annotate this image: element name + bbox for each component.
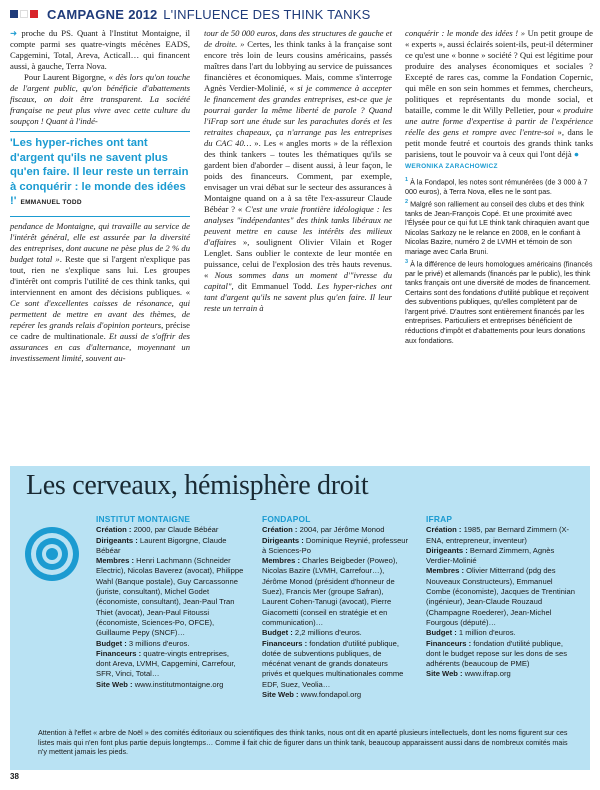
field-financeurs: Financeurs : quatre-vingts entreprises, dont Areva, LVMH, Capgemini, Carrefour, SFR, Vinci, Total… <box>96 648 236 679</box>
box-note: Attention à l'effet « arbre de Noël » des comités éditoriaux ou scientifiques des think tanks, nous ont dit en aparté plusieurs intellectuels, dont les noms figurent sur ces listes mais qui n'en font plus partie depuis longtemps… Comme il fait chic de figurer dans un think tank, beaucoup apparaissent aussi dans de nombreux comités mais n'y mettent jamais les pieds. <box>38 728 568 757</box>
article-column-1 <box>10 28 190 364</box>
field-dirigeants: Dirigeants : Dominique Reynié, professeur à Sciences-Po <box>262 535 409 555</box>
website-link[interactable]: www.institutmontaigne.org <box>134 679 224 689</box>
page-number: 38 <box>10 772 19 781</box>
field-dirigeants: Dirigeants : Laurent Bigorgne, Claude Bébéar <box>96 535 227 555</box>
article-column-3 <box>405 28 593 346</box>
think-tank-ifrap <box>426 514 578 680</box>
pull-quote <box>10 131 190 217</box>
header-year: 2012 <box>128 6 158 22</box>
col3-paragraph: conquérir : le monde des idées ! » Un petit groupe de « experts », aussi éclairés soient-ils, peut-il déterminer ce qu'est une « bonne » société ? Qui est légitime pour produire des analyses économiques et sociales ? Excepté de rares cas, comme la Fondation Copernic, qui mêle en son sein hommes et femmes, chercheurs, politiques et représentants du monde social, et bataille, comme le dit Willy Pelletier, pour « produire une autre forme d'expertise à partir de l'expérience réelle des gens et rompre avec l'entre-soi », dans le petit monde feutré et courtois des grands think tanks parisiens, tout le pouvoir va à ceux qui l'ont déjà ● <box>405 28 593 159</box>
field-site: Site Web : www.institutmontaigne.org <box>96 679 224 689</box>
footnote: $^2$ Malgré son ralliement au conseil des clubs et des think tanks de Jean-François Copé. Et une proximité avec l'Élysée pour ce qui fut LE think tank chiraquien avant que Nicolas Sarkozy ne le relance en 2008, en le confiant à Nicolas Bazire, numéro 2 de LVMH et témoin de son mariage avec Carla Bruni. <box>405 198 590 256</box>
col1-paragraph-1: ➜ proche du PS. Quant à l'Institut Montaigne, il compte parmi ses quatre-vingts mécènes EADS, Capgemini, Total, Areva, Acticall… qui financent aussi, à gauche, Terra Nova. <box>10 28 191 71</box>
think-tank-name: IFRAP <box>426 514 453 524</box>
field-creation: Création : 2004, par Jérôme Monod <box>262 525 385 535</box>
flag-red <box>30 10 38 18</box>
field-membres: Membres : Olivier Mitterrand (pdg des Nouveaux Constructeurs), Emmanuel Combe (économiste), Jacques de Trentinian (ingénieur), Jean-Claude Rouzaud (Champagne Roederer), Jean-Michel Fourgous (député)… <box>426 566 575 627</box>
think-tanks-box <box>10 466 590 770</box>
field-site: Site Web : www.fondapol.org <box>262 690 362 700</box>
flag-white <box>20 10 28 18</box>
think-tank-name: FONDAPOL <box>262 514 311 524</box>
end-mark-icon: ● <box>573 149 580 159</box>
pull-quote-author: EMMANUEL TODD <box>20 199 82 206</box>
concentric-circles-icon <box>24 526 80 582</box>
field-creation: Création : 1985, par Bernard Zimmern (X-ENA, entrepreneur, inventeur) <box>426 525 570 545</box>
footnotes <box>405 176 593 345</box>
think-tank-name: INSTITUT MONTAIGNE <box>96 514 191 524</box>
col2-paragraph: tour de 50 000 euros, dans des structures de gauche et de droite. » Certes, les think tanks à la française sont encore très loin de leurs cousins américains, passés maîtres dans l'art du lobbying au service de puissances financières et économiques. Mais, comme s'interroge Agnès Verdier-Molinié, « si je commence à accepter le financement des grandes entreprises, est-ce que je pourrai garder la même liberté de parole ? Quand l'iFrap sort une étude sur les parachutes dorés et les retraites chapeaux, ça n'arrange pas les entreprises du CAC 40… ». Les « angles morts » de la réflexion des think tankers – toutes les thématiques qu'ils se gardent bien d'aborder – disent aussi, à leur façon, le poids des financeurs. Comment, par exemple, envisager un vrai débat sur le secteur des assurances à Montaigne quand on a à sa tête l'ex-assureur Claude Bébéar ? « C'est une vraie frontière idéologique : les analyses "indépendantes" des think tanks libéraux ne peuvent mettre en cause les intérêts des milieux d'affaires », soulignent Olivier Vilain et Roger Lenglet. Sans oublier le contexte de leur montée en puissance, celui de l'explosion des très hauts revenus. « Nous sommes dans un moment d'"ivresse du capital", dit Emmanuel Todd. Les hyper-riches ont tant d'argent qu'ils ne savent plus qu'en faire. Il leur reste un terrain à <box>204 28 392 313</box>
field-creation: Création : 2000, par Claude Bébéar <box>96 525 219 535</box>
field-dirigeants: Dirigeants : Bernard Zimmern, Agnès Verdier-Molinié <box>426 545 555 566</box>
col1-paragraph-2: Pour Laurent Bigorgne, « dès lors qu'on touche de l'argent public, qu'on bénéficie d'abattements fiscaux, on doit être transparent. La société française ne peut plus vivre avec cette culture du soupçon ! Quant à l'indé- <box>10 72 190 126</box>
continuation-arrow-icon: ➜ <box>10 28 22 38</box>
pull-quote-text: 'Les hyper-riches ont tant d'argent qu'ils ne savent plus qu'en faire. Il leur reste un terrain à conquérir : le monde des idées !' <box>10 137 189 207</box>
header-topic: L'INFLUENCE DES THINK TANKS <box>163 6 371 22</box>
field-budget: Budget : 1 million d'euros. <box>426 628 516 638</box>
flag-icon <box>10 10 40 18</box>
website-link[interactable]: www.fondapol.org <box>300 690 362 700</box>
col1-paragraph-3: pendance de Montaigne, qui travaille au service de l'intérêt général, elle est assurée par la diversité des entreprises, dont aucune ne pèse plus de 2 % du budget total ». Reste que si l'argent n'explique pas tout, rien ne s'explique sans lui. Les groupes d'intérêt ont compris l'utilité de ces think tanks, qui interviennent en amont des décisions publiques. « Ce sont d'excellentes caisses de résonance, qui permettent de mettre en avant des thèmes, de repérer les grands relais d'opinion porteurs, précise ce cadre de multinationale. Et aussi de s'offrir des assurances en cas d'alternance, moyennant un investissement limité, souvent au- <box>10 220 191 363</box>
box-title: Les cerveaux, hémisphère droit <box>26 470 369 501</box>
footnote: $^1$ À la Fondapol, les notes sont rémunérées (de 3 000 à 7 000 euros), à Terra Nova, elles ne le sont pas. <box>405 177 588 196</box>
field-budget: Budget : 2,2 millions d'euros. <box>262 628 362 638</box>
author-signature: WERONIKA ZARACHOWICZ <box>405 163 498 170</box>
field-membres: Membres : Henri Lachmann (Schneider Electric), Nicolas Baverez (avocat), Philippe Wahl (Banque postale), Guy Carcassonne (juriste, consultant), Michel Godet (économiste, consultant), Jean-Paul Tran Thiet (avocat), Jean-Paul Fitoussi (économiste, Sciences-Po, OFCE), Guillaume Pepy (SNCF)… <box>96 556 244 638</box>
think-tank-montaigne <box>96 514 244 690</box>
field-financeurs: Financeurs : fondation d'utilité publique, dotée de subventions publiques, de mécénat venant de grands donateurs privés et quelques multinationales comme EDF, Suez, Veolia… <box>262 638 404 689</box>
field-membres: Membres : Charles Beigbeder (Poweo), Nicolas Bazire (LVMH, Carrefour…), Jérôme Monod (président d'honneur de Suez), Francis Mer (groupe Safran), Laurent Cohen-Tanugi (avocat), Pierre Giacometti (conseil en stratégie et en communication)… <box>262 556 398 627</box>
footnote: $^3$ À la différence de leurs homologues américains (financés par le privé) et allemands (financés par le public), les think tanks français ont une diversité de modes de financement. Certains sont des fondations d'utilité publique et reçoivent des subventions publiques, qu'elles complètent par de l'argent privé. D'autres sont entièrement financés par les entreprises. Particuliers et entreprises bénéficient de réductions d'impôt et d'abattements pour leurs donations aux fondations. <box>405 258 593 345</box>
header-section: CAMPAGNE <box>47 6 125 22</box>
page-header <box>10 4 590 24</box>
field-site: Site Web : www.ifrap.org <box>426 669 511 679</box>
field-financeurs: Financeurs : fondation d'utilité publique, dont le budget repose sur les dons de ses adhérents (beaucoup de PME) <box>426 638 567 669</box>
think-tank-fondapol <box>262 514 410 700</box>
field-budget: Budget : 3 millions d'euros. <box>96 638 190 648</box>
website-link[interactable]: www.ifrap.org <box>464 669 511 679</box>
article-column-2 <box>204 28 392 314</box>
flag-blue <box>10 10 18 18</box>
